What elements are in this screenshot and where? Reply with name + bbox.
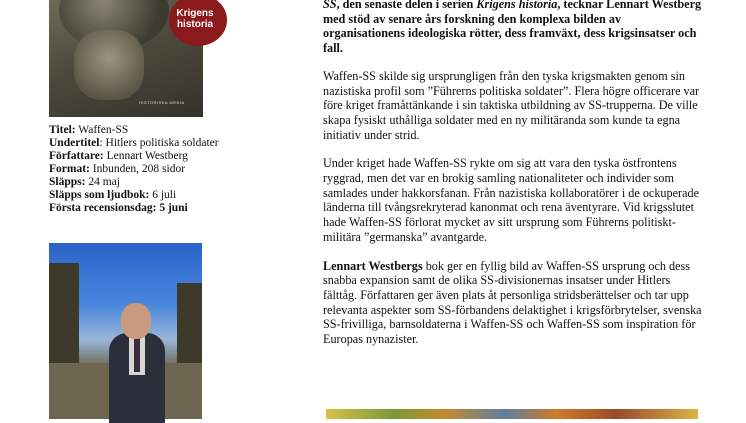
book-cover-image — [49, 0, 214, 117]
paragraph: Lennart Westbergs bok ger en fyllig bild av Waffen-SS ursprung och dess snabba expansion samt de olika SS-divisionernas insatser under Hitlers fälttåg. Författaren ger även plats åt personliga stridsberättelser och tar upp relevanta aspekter som SS-förbandens delaktighet i krigsförbrytelser, svenska SS-frivilliga, barnsoldaterna i Waffen-SS och Waffen-SS som inspiration för Europas nynazister. — [323, 258, 702, 347]
tree — [177, 283, 202, 373]
fact-subtitle: Undertitel: Hitlers politiska soldater — [49, 137, 219, 149]
tree — [49, 263, 79, 373]
paragraph: Waffen-SS skilde sig ursprungligen från den tyska krigsmakten genom sin nazistiska profil som ”Führerns politiska soldater”. Flera högre officerare var före kriget framåttänkande i sin taktiska utbildning av SS-trupperna. De ville skapa fysiskt uthålliga soldater med en ny militäranda som kunde ta egna initiativ under strid. — [323, 68, 700, 142]
series-badge-label: Krigens historia — [176, 8, 214, 30]
author-photo — [49, 243, 202, 419]
soldier-face — [74, 30, 144, 100]
fact-audiobook-release: Släpps som ljudbok: 6 juli — [49, 189, 177, 201]
illustration-banner — [326, 409, 698, 419]
fact-release: Släpps: 24 maj — [49, 176, 120, 188]
fact-format: Format: Inbunden, 208 sidor — [49, 163, 186, 175]
paragraph: Under kriget hade Waffen-SS rykte om sig att vara den tyska östfrontens ryggrad, men det var en brokig samling nationaliteter och individer som samlades under hakkorsfanan. Från nazistiska kollaboratörer i de ockuperade länderna till tvångsrekryterad kanonmat och rena äventyrare. Vid krigsslutet hade Waffen-SS förlorat mycket av sitt ursprung som Führerns politiskt-militära ”germanska” avantgarde. — [323, 156, 699, 244]
author-head — [121, 303, 151, 339]
fact-review-date: Första recensionsdag: 5 juni — [49, 202, 188, 214]
press-release-body — [323, 0, 703, 347]
tie — [134, 338, 140, 372]
intro-paragraph: SS, den senaste delen i serien Krigens historia, tecknar Lennart Westberg med stöd av senare års forskning den komplexa bilden av organisationens ideologiska rötter, dess framväxt, dess krigsinsatser och fall. — [323, 0, 702, 56]
publisher-mark: HISTORISKA MEDIA — [139, 100, 185, 105]
fact-title: Titel: Waffen-SS — [49, 124, 129, 136]
series-badge — [169, 0, 227, 46]
book-facts — [49, 124, 239, 215]
fact-author: Författare: Lennart Westberg — [49, 150, 188, 162]
